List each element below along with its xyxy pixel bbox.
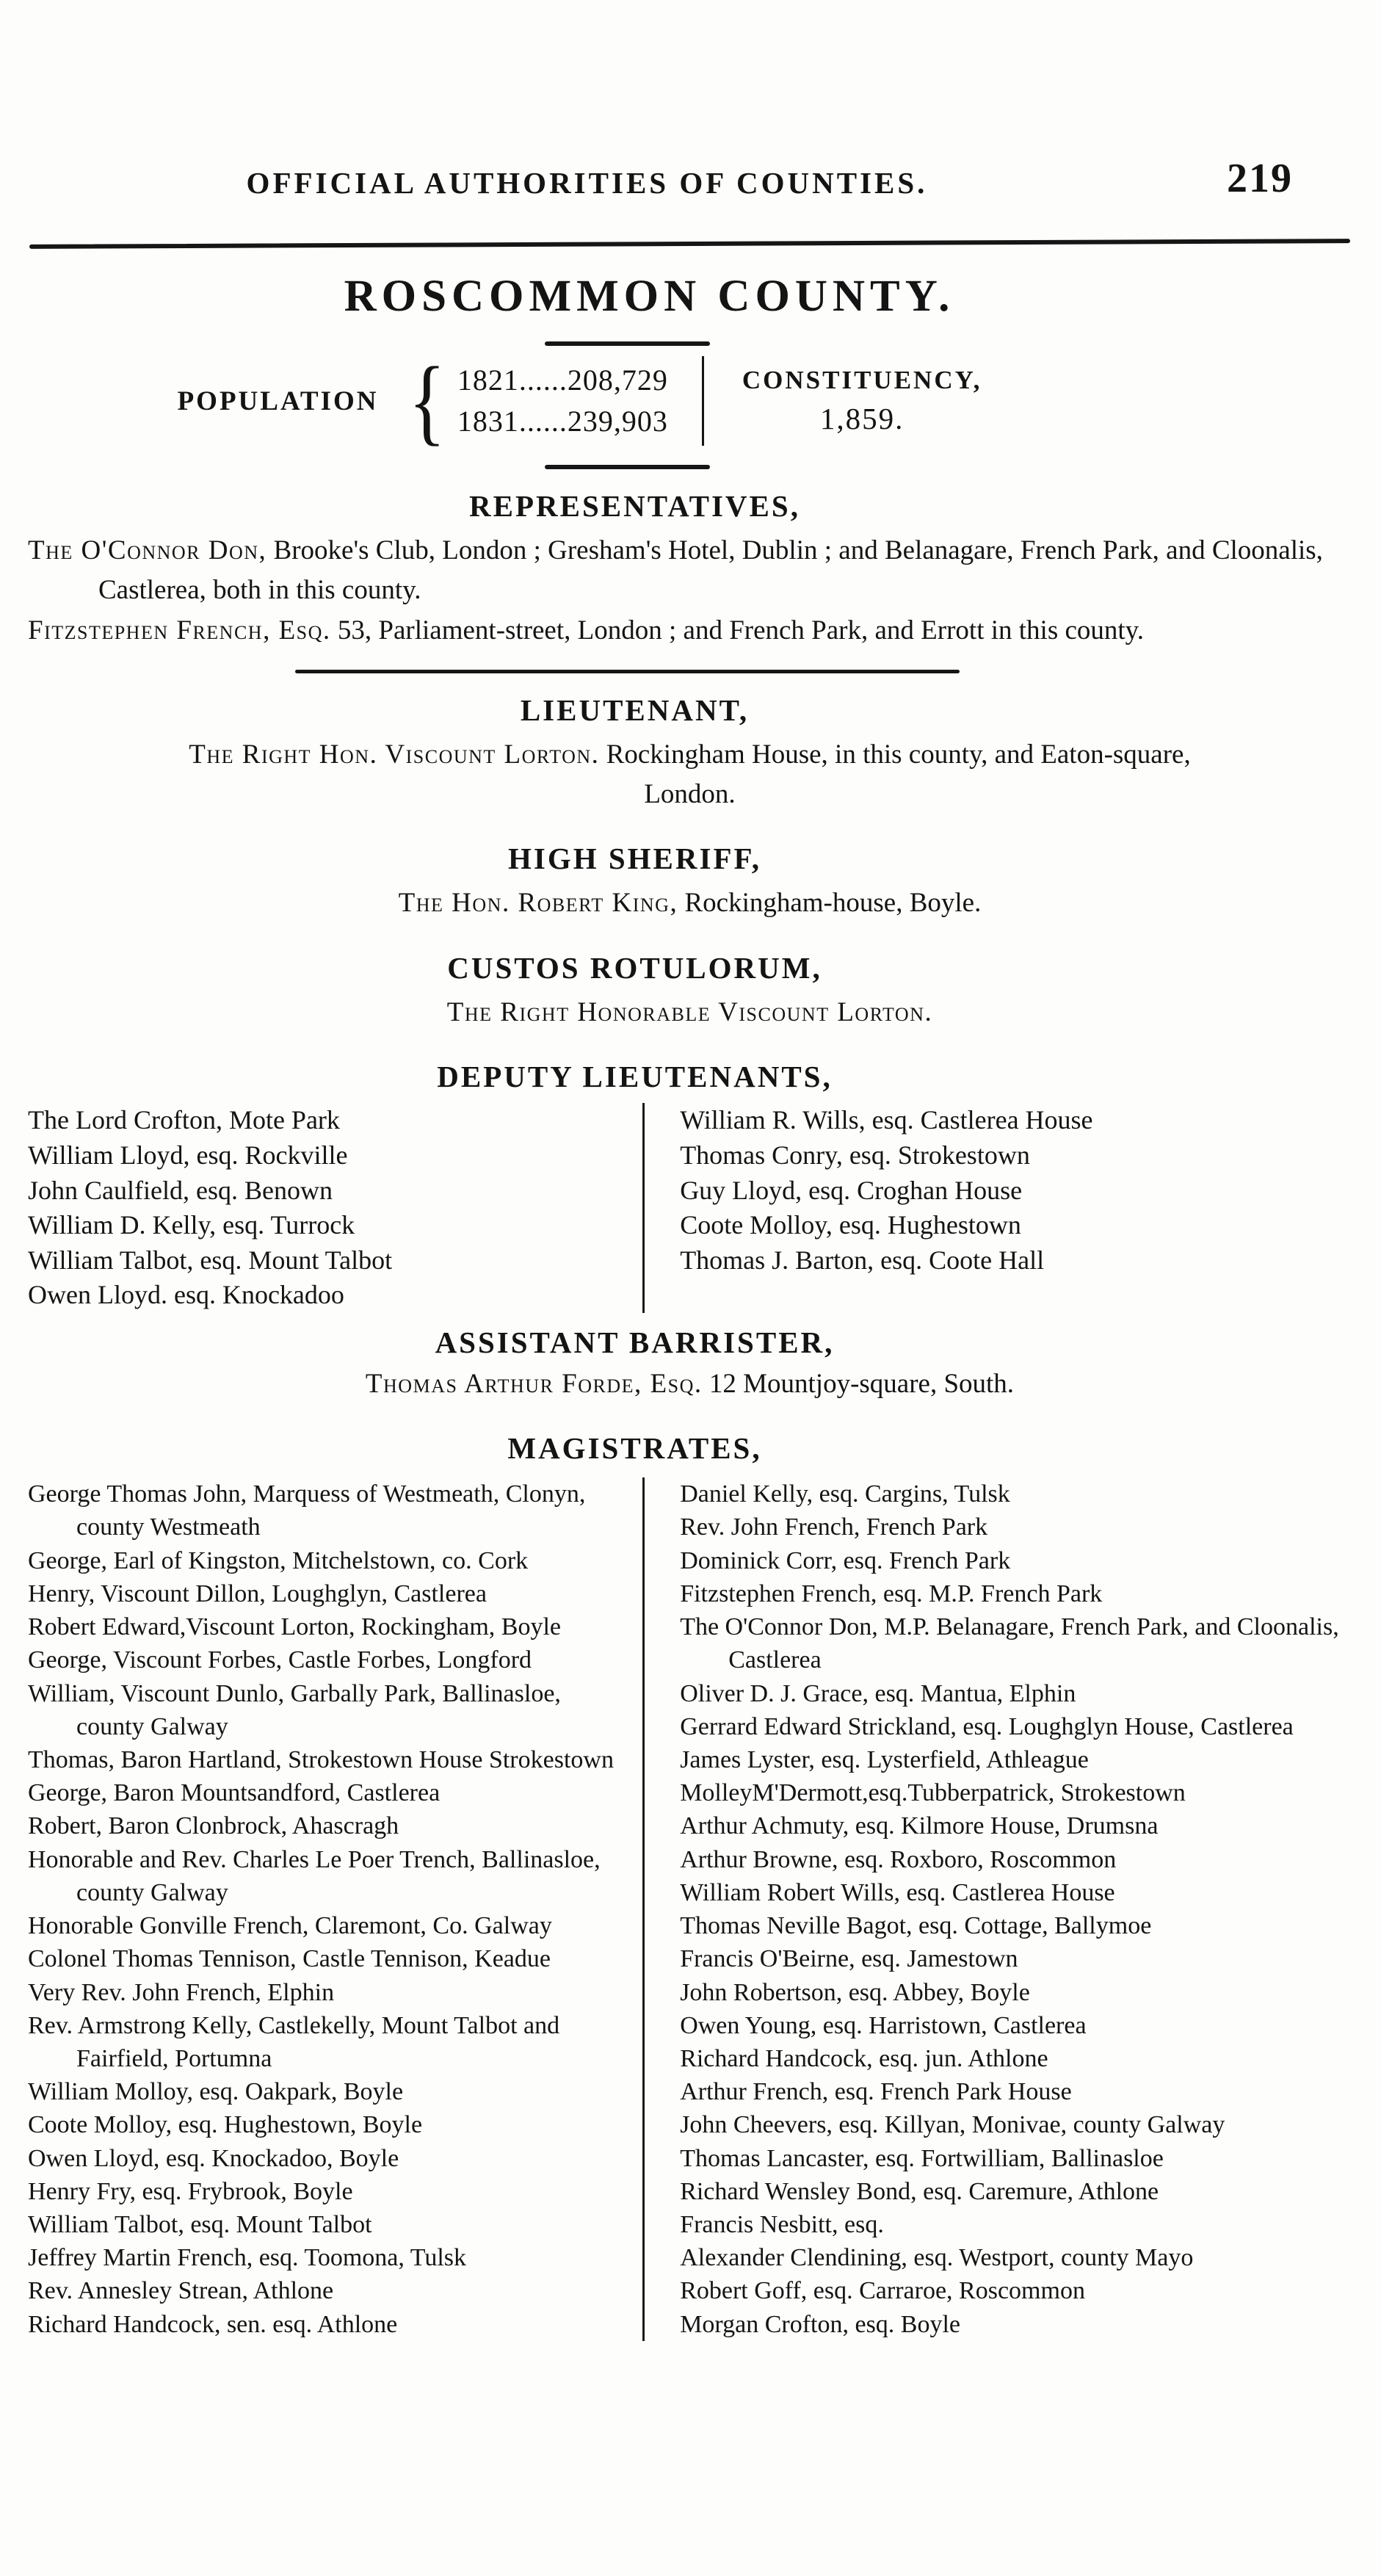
county-title: ROSCOMMON COUNTY.	[344, 272, 955, 321]
deputy-lieutenants-heading: DEPUTY LIEUTENANTS,	[437, 1060, 833, 1094]
population-years	[457, 360, 668, 442]
high-sheriff-address: Rockingham-house, Boyle.	[678, 888, 982, 919]
header-rule	[29, 239, 1350, 249]
magistrate-entry: Francis Nesbitt, esq.	[680, 2211, 884, 2239]
custos-rotulorum-heading: CUSTOS ROTULORUM,	[447, 950, 822, 985]
magistrate-entry: Rev. Armstrong Kelly, Castlekelly, Mount Talbot and Fairfield, Portumna	[28, 2011, 560, 2072]
magistrate-entry: Fitzstephen French, esq. M.P. French Park	[680, 1580, 1103, 1607]
representative-entry	[28, 611, 1352, 651]
magistrates-left-column	[28, 1477, 645, 2341]
magistrate-entry: John Robertson, esq. Abbey, Boyle	[680, 1978, 1030, 2006]
population-year-row: 1831......239,903	[457, 405, 668, 438]
deputy-right-column	[645, 1103, 1352, 1312]
population-year-row: 1821......208,729	[457, 363, 668, 397]
magistrate-entry: Henry Fry, esq. Frybrook, Boyle	[28, 2177, 353, 2205]
magistrate-entry: Jeffrey Martin French, esq. Toomona, Tulsk	[28, 2244, 466, 2272]
deputy-entry: William Lloyd, esq. Rockville	[28, 1140, 348, 1170]
lieutenant-heading: LIEUTENANT,	[520, 692, 750, 727]
magistrate-entry: Richard Wensley Bond, esq. Caremure, Athlone	[680, 2177, 1159, 2205]
running-title: OFFICIAL AUTHORITIES OF COUNTIES.	[246, 166, 928, 200]
magistrate-entry: William Molloy, esq. Oakpark, Boyle	[28, 2078, 404, 2106]
magistrate-entry: Owen Lloyd, esq. Knockadoo, Boyle	[28, 2144, 399, 2172]
section-rule	[295, 670, 960, 673]
magistrate-entry: William, Viscount Dunlo, Garbally Park, Ballinasloe, county Galway	[28, 1679, 561, 1740]
magistrates-right-column	[645, 1477, 1352, 2341]
magistrate-entry: Francis O'Beirne, esq. Jamestown	[680, 1945, 1018, 1973]
magistrate-entry: Richard Handcock, sen. esq. Athlone	[28, 2310, 398, 2338]
magistrate-entry: Honorable and Rev. Charles Le Poer Trench, Ballinasloe, county Galway	[28, 1845, 601, 1906]
deputy-entry: Owen Lloyd. esq. Knockadoo	[28, 1280, 344, 1310]
magistrate-entry: Robert Edward,Viscount Lorton, Rockingham, Boyle	[28, 1613, 562, 1641]
deputy-left-column	[28, 1103, 645, 1312]
running-header	[28, 156, 1352, 222]
magistrate-entry: Gerrard Edward Strickland, esq. Loughglyn House, Castlerea	[680, 1712, 1294, 1740]
deputy-entry: William D. Kelly, esq. Turrock	[28, 1210, 355, 1240]
magistrate-entry: Thomas Lancaster, esq. Fortwilliam, Ballinasloe	[680, 2144, 1164, 2172]
ornament-rule-top	[545, 341, 710, 346]
magistrate-entry: Morgan Crofton, esq. Boyle	[680, 2310, 961, 2338]
magistrate-entry: Rev. Annesley Strean, Athlone	[28, 2277, 334, 2305]
deputy-entry: William Talbot, esq. Mount Talbot	[28, 1245, 393, 1275]
high-sheriff-entry	[28, 883, 1352, 923]
lieutenant-address-line2: London.	[644, 778, 736, 809]
representative-details: 53, Parliament-street, London ; and French Park, and Errott in this county.	[330, 615, 1145, 646]
magistrate-entry: Dominick Corr, esq. French Park	[680, 1546, 1011, 1574]
magistrate-entry: Owen Young, esq. Harristown, Castlerea	[680, 2011, 1087, 2039]
magistrate-entry: George, Baron Mountsandford, Castlerea	[28, 1779, 441, 1807]
deputy-entry: John Caulfield, esq. Benown	[28, 1175, 333, 1205]
magistrate-entry: Oliver D. J. Grace, esq. Mantua, Elphin	[680, 1679, 1076, 1707]
representative-details: Brooke's Club, London ; Gresham's Hotel, Dublin ; and Belanagare, French Park, and Cloonalis, Castlerea, both in this county.	[98, 535, 1323, 605]
magistrate-entry: George, Viscount Forbes, Castle Forbes, Longford	[28, 1646, 532, 1674]
deputy-entry: Coote Molloy, esq. Hughestown	[680, 1210, 1021, 1240]
constituency-block	[742, 366, 982, 436]
representatives-heading: REPRESENTATIVES,	[469, 489, 800, 523]
magistrate-entry: George, Earl of Kingston, Mitchelstown, co. Cork	[28, 1546, 529, 1574]
representative-name: The O'Connor Don,	[28, 535, 267, 565]
assistant-barrister-entry	[28, 1364, 1352, 1404]
magistrate-entry: Thomas Neville Bagot, esq. Cottage, Ballymoe	[680, 1912, 1152, 1940]
constituency-value: 1,859.	[819, 402, 905, 435]
magistrate-entry: Thomas, Baron Hartland, Strokestown House Strokestown	[28, 1745, 614, 1773]
magistrate-entry: MolleyM'Dermott,esq.Tubberpatrick, Strokestown	[680, 1779, 1186, 1807]
deputy-lieutenants-columns	[28, 1103, 1352, 1312]
magistrate-entry: Honorable Gonville French, Claremont, Co. Galway	[28, 1912, 552, 1940]
high-sheriff-heading: HIGH SHERIFF,	[507, 842, 762, 876]
custos-rotulorum-name: The Right Honorable Viscount Lorton.	[446, 996, 933, 1027]
representatives-list	[28, 531, 1352, 651]
magistrate-entry: Robert Goff, esq. Carraroe, Roscommon	[680, 2277, 1085, 2305]
population-label: POPULATION	[177, 386, 379, 416]
assistant-barrister-heading: ASSISTANT BARRISTER,	[435, 1325, 835, 1359]
lieutenant-name: The Right Hon. Viscount Lorton.	[189, 739, 600, 770]
magistrate-entry: Colonel Thomas Tennison, Castle Tennison, Keadue	[28, 1945, 551, 1973]
deputy-entry: Thomas Conry, esq. Strokestown	[680, 1140, 1030, 1170]
magistrate-entry: Arthur Browne, esq. Roxboro, Roscommon	[680, 1845, 1117, 1873]
magistrate-entry: Rev. John French, French Park	[680, 1513, 988, 1541]
magistrate-entry: James Lyster, esq. Lysterfield, Athleague	[680, 1745, 1089, 1773]
magistrate-entry: William Robert Wills, esq. Castlerea House	[680, 1878, 1115, 1906]
high-sheriff-name: The Hon. Robert King,	[398, 888, 678, 919]
magistrate-entry: Richard Handcock, esq. jun. Athlone	[680, 2044, 1048, 2072]
magistrate-entry: Alexander Clendining, esq. Westport, county Mayo	[680, 2244, 1194, 2272]
magistrate-entry: John Cheevers, esq. Killyan, Monivae, county Galway	[680, 2111, 1225, 2139]
representative-entry	[28, 531, 1352, 609]
population-section	[0, 346, 1242, 455]
magistrate-entry: Coote Molloy, esq. Hughestown, Boyle	[28, 2111, 423, 2139]
page-number: 219	[1227, 156, 1293, 201]
deputy-entry: The Lord Crofton, Mote Park	[28, 1105, 340, 1135]
deputy-entry: Thomas J. Barton, esq. Coote Hall	[680, 1245, 1045, 1275]
magistrate-entry: The O'Connor Don, M.P. Belanagare, French Park, and Cloonalis, Castlerea	[680, 1613, 1339, 1674]
lieutenant-address: Rockingham House, in this county, and Eaton-square,	[599, 739, 1191, 770]
lieutenant-entry	[28, 735, 1352, 814]
magistrate-entry: Arthur French, esq. French Park House	[680, 2078, 1072, 2106]
representative-name: Fitzstephen French, Esq.	[28, 615, 331, 646]
population-divider	[702, 356, 704, 446]
magistrates-heading: MAGISTRATES,	[507, 1431, 762, 1466]
constituency-label: CONSTITUENCY,	[742, 366, 982, 394]
magistrate-entry: Daniel Kelly, esq. Cargins, Tulsk	[680, 1480, 1010, 1508]
magistrate-entry: William Talbot, esq. Mount Talbot	[28, 2211, 372, 2239]
custos-rotulorum-entry	[28, 993, 1352, 1032]
population-brace: {	[407, 346, 446, 455]
ornament-rule-population	[545, 465, 710, 469]
deputy-entry: William R. Wills, esq. Castlerea House	[680, 1105, 1093, 1135]
magistrate-entry: Robert, Baron Clonbrock, Ahascragh	[28, 1812, 399, 1840]
magistrate-entry: George Thomas John, Marquess of Westmeath, Clonyn, county Westmeath	[28, 1480, 586, 1541]
assistant-barrister-address: 12 Mountjoy-square, South.	[702, 1368, 1015, 1399]
magistrate-entry: Arthur Achmuty, esq. Kilmore House, Drumsna	[680, 1812, 1159, 1840]
magistrates-columns	[28, 1477, 1352, 2341]
magistrate-entry: Very Rev. John French, Elphin	[28, 1978, 335, 2006]
magistrate-entry: Henry, Viscount Dillon, Loughglyn, Castlerea	[28, 1580, 487, 1607]
assistant-barrister-name: Thomas Arthur Forde, Esq.	[365, 1368, 703, 1399]
deputy-entry: Guy Lloyd, esq. Croghan House	[680, 1175, 1023, 1205]
